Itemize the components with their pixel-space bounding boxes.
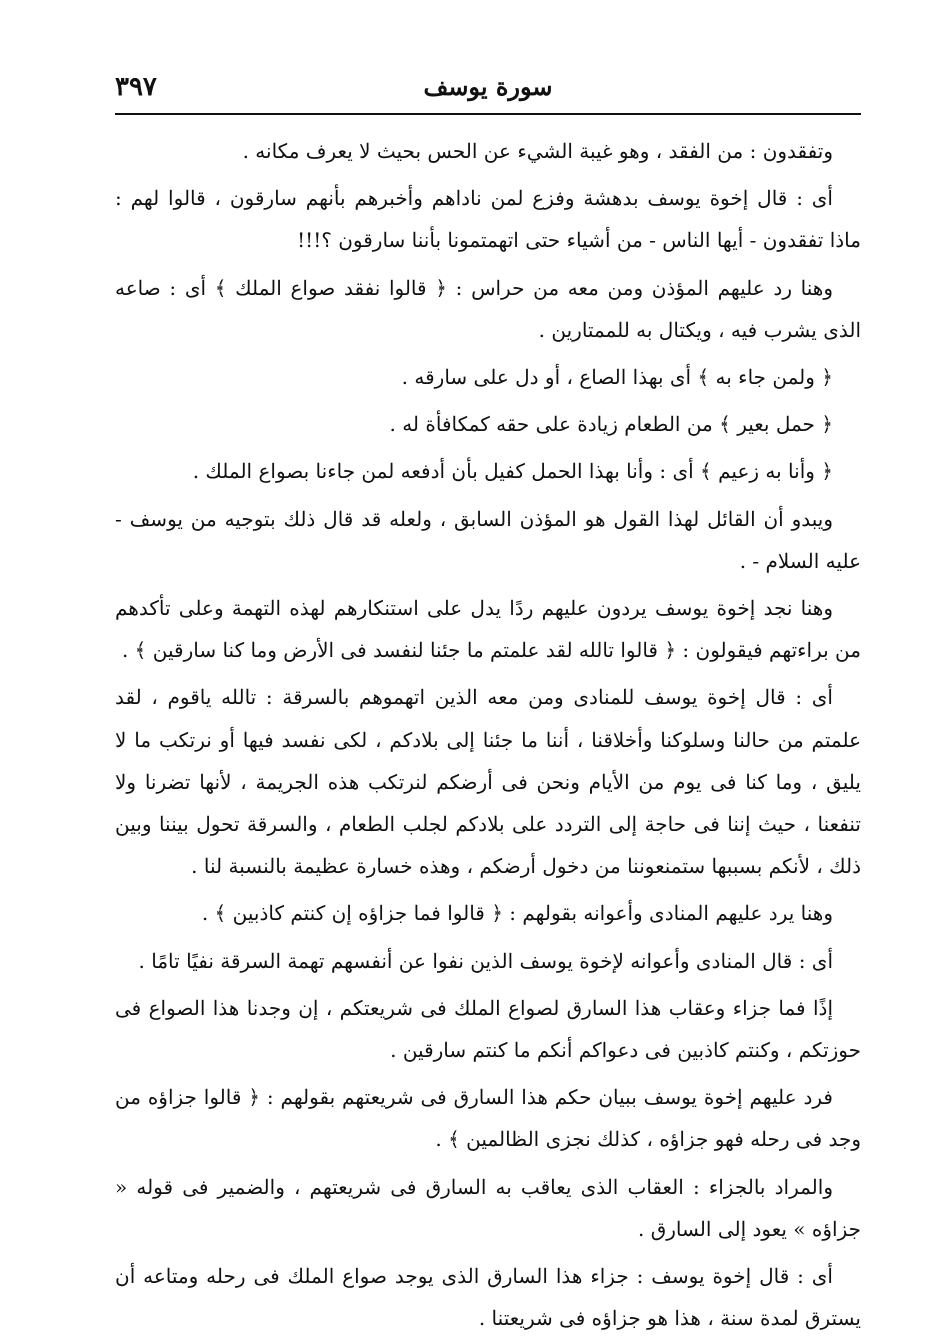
paragraph: ﴿ وأنا به زعيم ﴾ أى : وأنا بهذا الحمل كفيل بأن أدفعه لمن جاءنا بصواع الملك . — [192, 459, 833, 484]
paragraph: إذًا فما جزاء وعقاب هذا السارق لصواع الملك فى شريعتكم ، إن وجدنا هذا الصواع فى حوزتكم ، وكنتم كاذبين فى دعواكم أنكم ما كنتم سارقين . — [115, 995, 861, 1063]
paragraph: ﴿ حمل بعير ﴾ من الطعام زيادة على حقه كمكافأة له . — [389, 412, 833, 437]
paragraph: وهنا نجد إخوة يوسف يردون عليهم ردًا يدل على استنكارهم لهذه التهمة وعلى تأكدهم من براءتهم فيقولون : ﴿ قالوا تالله لقد علمتم ما جئنا لنفسد فى الأرض وما كنا سارقين ﴾ . — [115, 596, 861, 663]
page-body — [115, 130, 861, 1344]
paragraph: والمراد بالجزاء : العقاب الذى يعاقب به السارق فى شريعتهم ، والضمير فى قوله « جزاؤه » يعود إلى السارق . — [115, 1174, 861, 1241]
surah-title: سورة يوسف — [423, 72, 553, 101]
paragraph: أى : قال إخوة يوسف بدهشة وفزع لمن ناداهم وأخبرهم بأنهم سارقون ، قالوا لهم : ماذا تفقدون - أيها الناس - من أشياء حتى اتهمتمونا بأننا سارقون ؟!!! — [115, 186, 861, 253]
paragraph: وهنا رد عليهم المؤذن ومن معه من حراس : ﴿ قالوا نفقد صواع الملك ﴾ أى : صاعه الذى يشرب فيه ، ويكتال به للممتارين . — [115, 275, 861, 342]
paragraph: ﴿ ولمن جاء به ﴾ أى بهذا الصاع ، أو دل على سارقه . — [401, 365, 833, 390]
page-header — [115, 66, 861, 112]
paragraph: أى : قال إخوة يوسف للمنادى ومن معه الذين اتهموهم بالسرقة : تالله ياقوم ، لقد علمتم من حالنا وسلوكنا وأخلاقنا ، أننا ما جئنا إلى بلادكم ، لكى نفسد فيها أو نرتكب ما لا يليق ، وما كنا فى يوم من الأيام ونحن فى أرضكم لنرتكب هذه الجريمة ، لأنها تضرنا ولا تنفعنا ، حيث إننا فى حاجة إلى التردد على بلادكم لجلب الطعام ، والسرقة تحول بيننا وبين ذلك ، لأنكم بسببها ستمنعوننا من دخول أرضكم ، وهذه خسارة عظيمة بالنسبة لنا . — [115, 685, 861, 879]
paragraph: فرد عليهم إخوة يوسف ببيان حكم هذا السارق فى شريعتهم بقولهم : ﴿ قالوا جزاؤه من وجد فى رحله فهو جزاؤه ، كذلك نجزى الظالمين ﴾ . — [115, 1085, 861, 1152]
header-rule — [115, 113, 861, 115]
paragraph: أى : قال إخوة يوسف : جزاء هذا السارق الذى يوجد صواع الملك فى رحله ومتاعه أن يسترق لمدة سنة ، هذا هو جزاؤه فى شريعتنا . — [115, 1264, 861, 1331]
page-number: ٣٩٧ — [115, 72, 157, 102]
paragraph: وهنا يرد عليهم المنادى وأعوانه بقولهم : ﴿ قالوا فما جزاؤه إن كنتم كاذبين ﴾ . — [201, 901, 833, 926]
paragraph: وتفقدون : من الفقد ، وهو غيبة الشيء عن الحس بحيث لا يعرف مكانه . — [242, 139, 833, 163]
paragraph: أى : قال المنادى وأعوانه لإخوة يوسف الذين نفوا عن أنفسهم تهمة السرقة نفيًا تامًا . — [138, 948, 833, 973]
paragraph: ويبدو أن القائل لهذا القول هو المؤذن السابق ، ولعله قد قال ذلك بتوجيه من يوسف - عليه السلام - . — [115, 506, 861, 573]
